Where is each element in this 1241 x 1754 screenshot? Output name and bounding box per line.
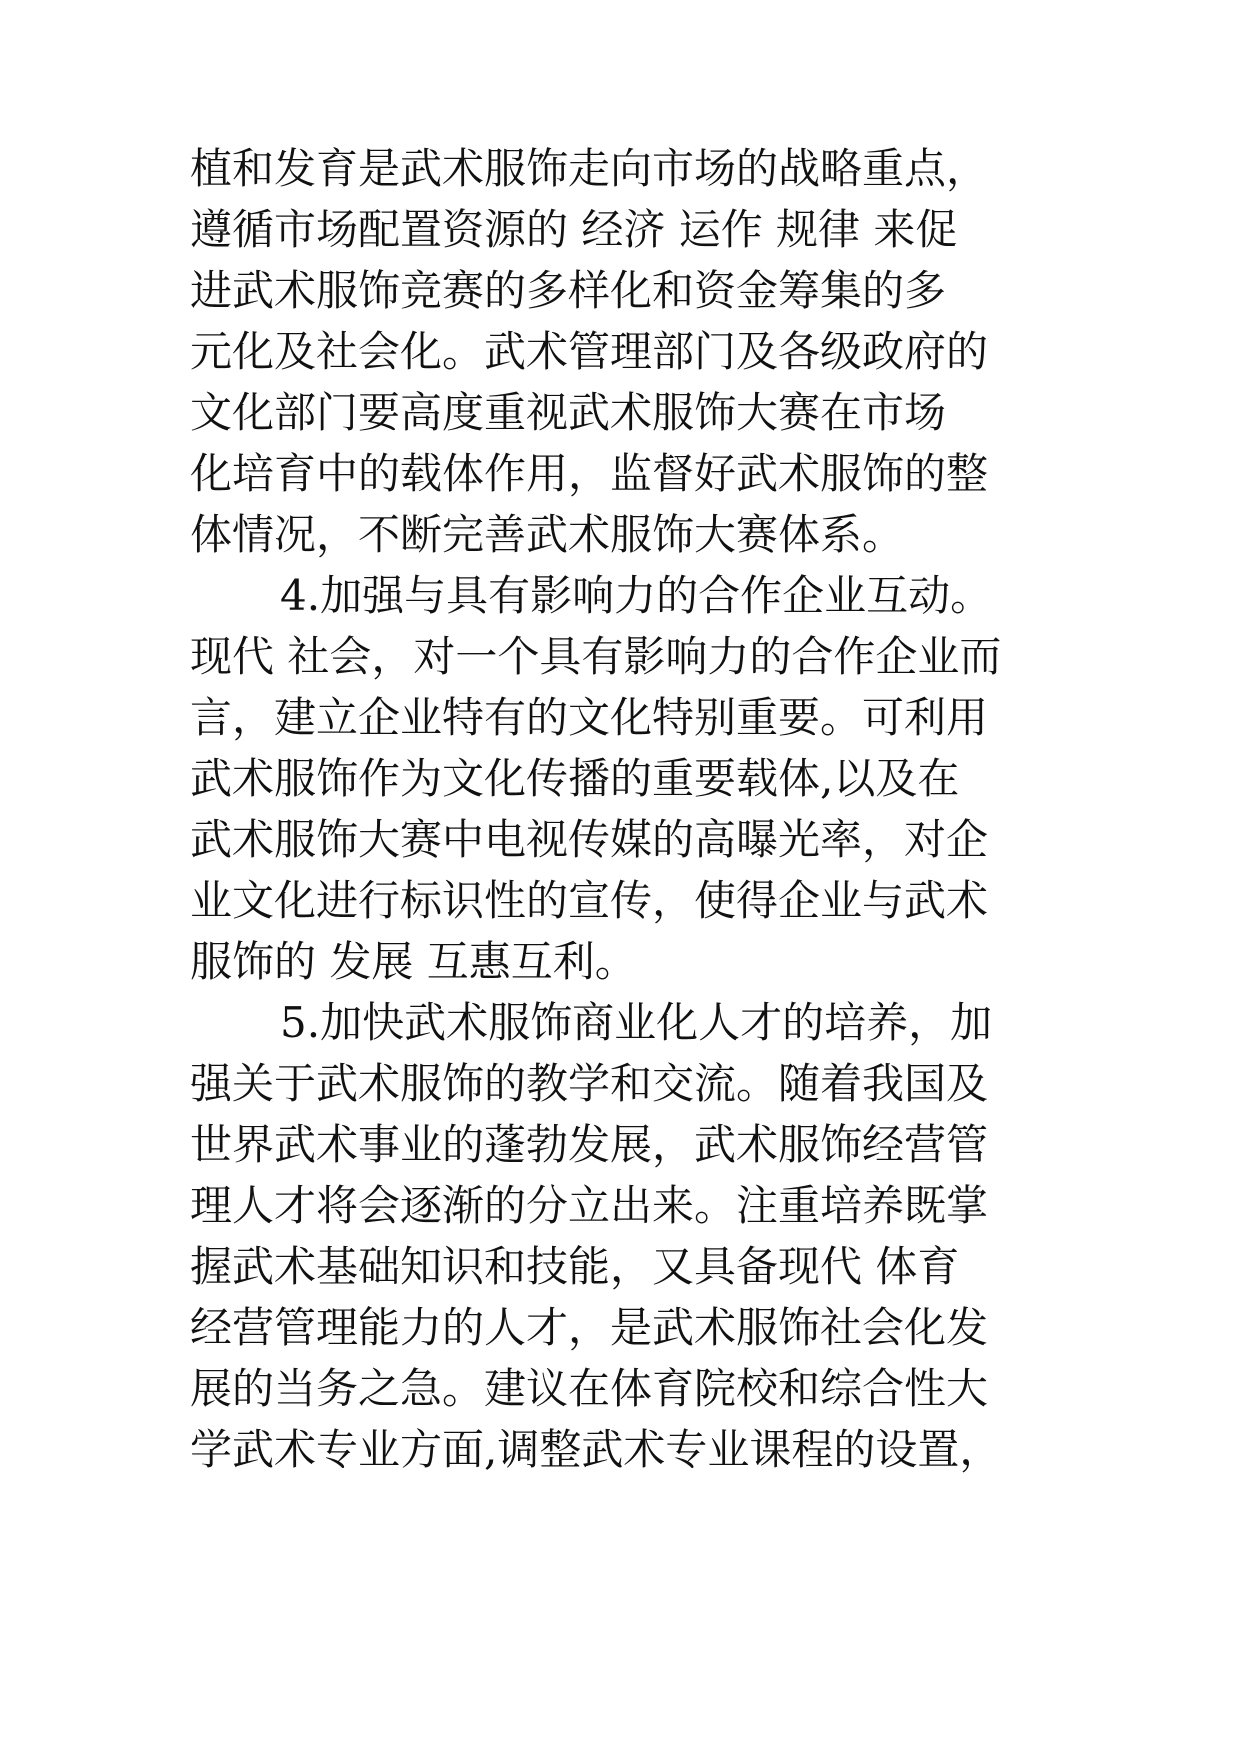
text-line: 文化部门要高度重视武术服饰大赛在市场 [190,388,947,437]
text-line: 理人才将会逐渐的分立出来。注重培养既掌 [190,1181,989,1230]
text-line: 元化及社会化。武术管理部门及各级政府的 [190,327,989,376]
text-line: 握武术基础知识和技能，又具备现代 体育 [190,1242,960,1291]
section-heading-4: 4.加强与具有影响力的合作企业互动。 [280,571,993,620]
text-line: 展的当务之急。建议在体育院校和综合性大 [190,1364,989,1413]
text-line: 学武术专业方面,调整武术专业课程的设置， [190,1425,1002,1474]
text-line: 化培育中的载体作用，监督好武术服饰的整 [190,449,989,498]
text-line: 现代 社会，对一个具有影响力的合作企业而 [190,632,1002,681]
text-line: 进武术服饰竞赛的多样化和资金筹集的多 [190,266,947,315]
text-line: 业文化进行标识性的宣传，使得企业与武术 [190,876,989,925]
text-line: 服饰的 发展 互惠互利。 [190,937,637,986]
text-line: 经营管理能力的人才，是武术服饰社会化发 [190,1303,989,1352]
text-line: 强关于武术服饰的教学和交流。随着我国及 [190,1059,989,1108]
section-heading-5: 5.加快武术服饰商业化人才的培养，加 [280,998,993,1047]
text-line: 言，建立企业特有的文化特别重要。可利用 [190,693,989,742]
body-text [190,138,1090,1480]
text-line: 遵循市场配置资源的 经济 运作 规律 来促 [190,205,958,254]
text-line: 武术服饰作为文化传播的重要载体,以及在 [190,754,960,803]
text-line: 武术服饰大赛中电视传媒的高曝光率，对企 [190,815,989,864]
text-line: 世界武术事业的蓬勃发展，武术服饰经营管 [190,1120,989,1169]
text-line: 植和发育是武术服饰走向市场的战略重点， [190,144,989,193]
text-line: 体情况，不断完善武术服饰大赛体系。 [190,510,905,559]
